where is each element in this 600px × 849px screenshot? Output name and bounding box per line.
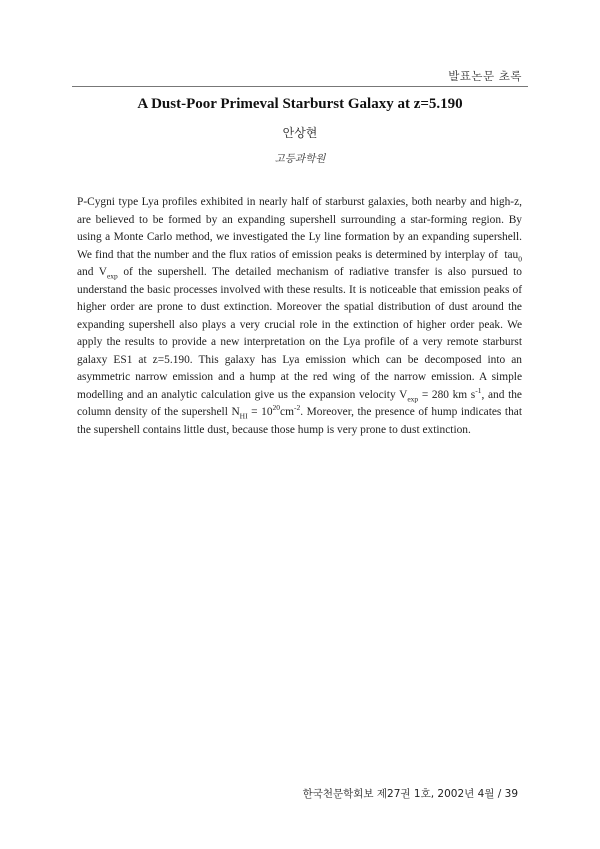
column-density-exponent: 20 bbox=[272, 403, 281, 413]
and-word: and bbox=[77, 266, 94, 279]
tau-subscript: 0 bbox=[518, 254, 522, 264]
column-density-base: 10 bbox=[261, 406, 273, 419]
paper-affiliation: 고등과학원 bbox=[274, 153, 326, 165]
abstract-text bbox=[77, 194, 522, 439]
nhi-symbol: N bbox=[231, 406, 240, 419]
section-label: 발표논문 초록 bbox=[448, 69, 522, 83]
paper-author: 안상현 bbox=[282, 126, 318, 140]
abstract-part-3: , and the column density of the supershell bbox=[77, 388, 522, 419]
cm-exponent: -2 bbox=[293, 403, 301, 413]
vexp-symbol-2: V bbox=[399, 388, 408, 401]
vexp-symbol: V bbox=[98, 266, 107, 279]
cm-unit: cm bbox=[280, 406, 294, 419]
velocity-value: = 280 km s bbox=[421, 388, 476, 401]
abstract-part-2: of the supershell. The detailed mechanism of radiative transfer is also pursued to understand the basic processes involved with these results. It is noticeable that emission peaks of higher order are prone to dust extinction. Moreover the spatial distribution of dust around the expanding supershell also plays a very crucial role in the extinction of higher order peak. We apply the results to provide a new interpretation on the Lya profile of a very remote starburst galaxy ES1 at z=5.190. This galaxy has Lya emission which can be decomposed into an asymmetric narrow emission and a hump at the red wing of the narrow emission. A simple modelling and an analytic calculation give us the expansion velocity bbox=[77, 266, 522, 401]
abstract-part-1: P-Cygni type Lya profiles exhibited in nearly half of starburst galaxies, both nearby and high-z, are believed to be formed by an expanding supershell surrounding a star-forming region. By using a Monte Carlo method, we investigated the Ly line formation by an expanding supershell. We find that the number and the flux ratios of emission peaks is determined by interplay of bbox=[77, 196, 522, 261]
vexp-subscript: exp bbox=[106, 271, 118, 281]
nhi-subscript: HI bbox=[239, 411, 248, 421]
vexp-subscript-2: exp bbox=[407, 394, 419, 404]
header-divider bbox=[72, 86, 528, 87]
abstract-part-4: . Moreover, the presence of hump indicates that the supershell contains little dust, because those hump is very prone to dust extinction. bbox=[77, 406, 522, 436]
tau-symbol: tau bbox=[504, 248, 519, 261]
journal-footer: 한국천문학회보 제27권 1호, 2002년 4월 / 39 bbox=[302, 788, 518, 800]
velocity-exponent: -1 bbox=[475, 386, 482, 396]
equals-sign: = bbox=[251, 406, 258, 419]
paper-title: A Dust-Poor Primeval Starburst Galaxy at z=5.190 bbox=[137, 96, 463, 112]
